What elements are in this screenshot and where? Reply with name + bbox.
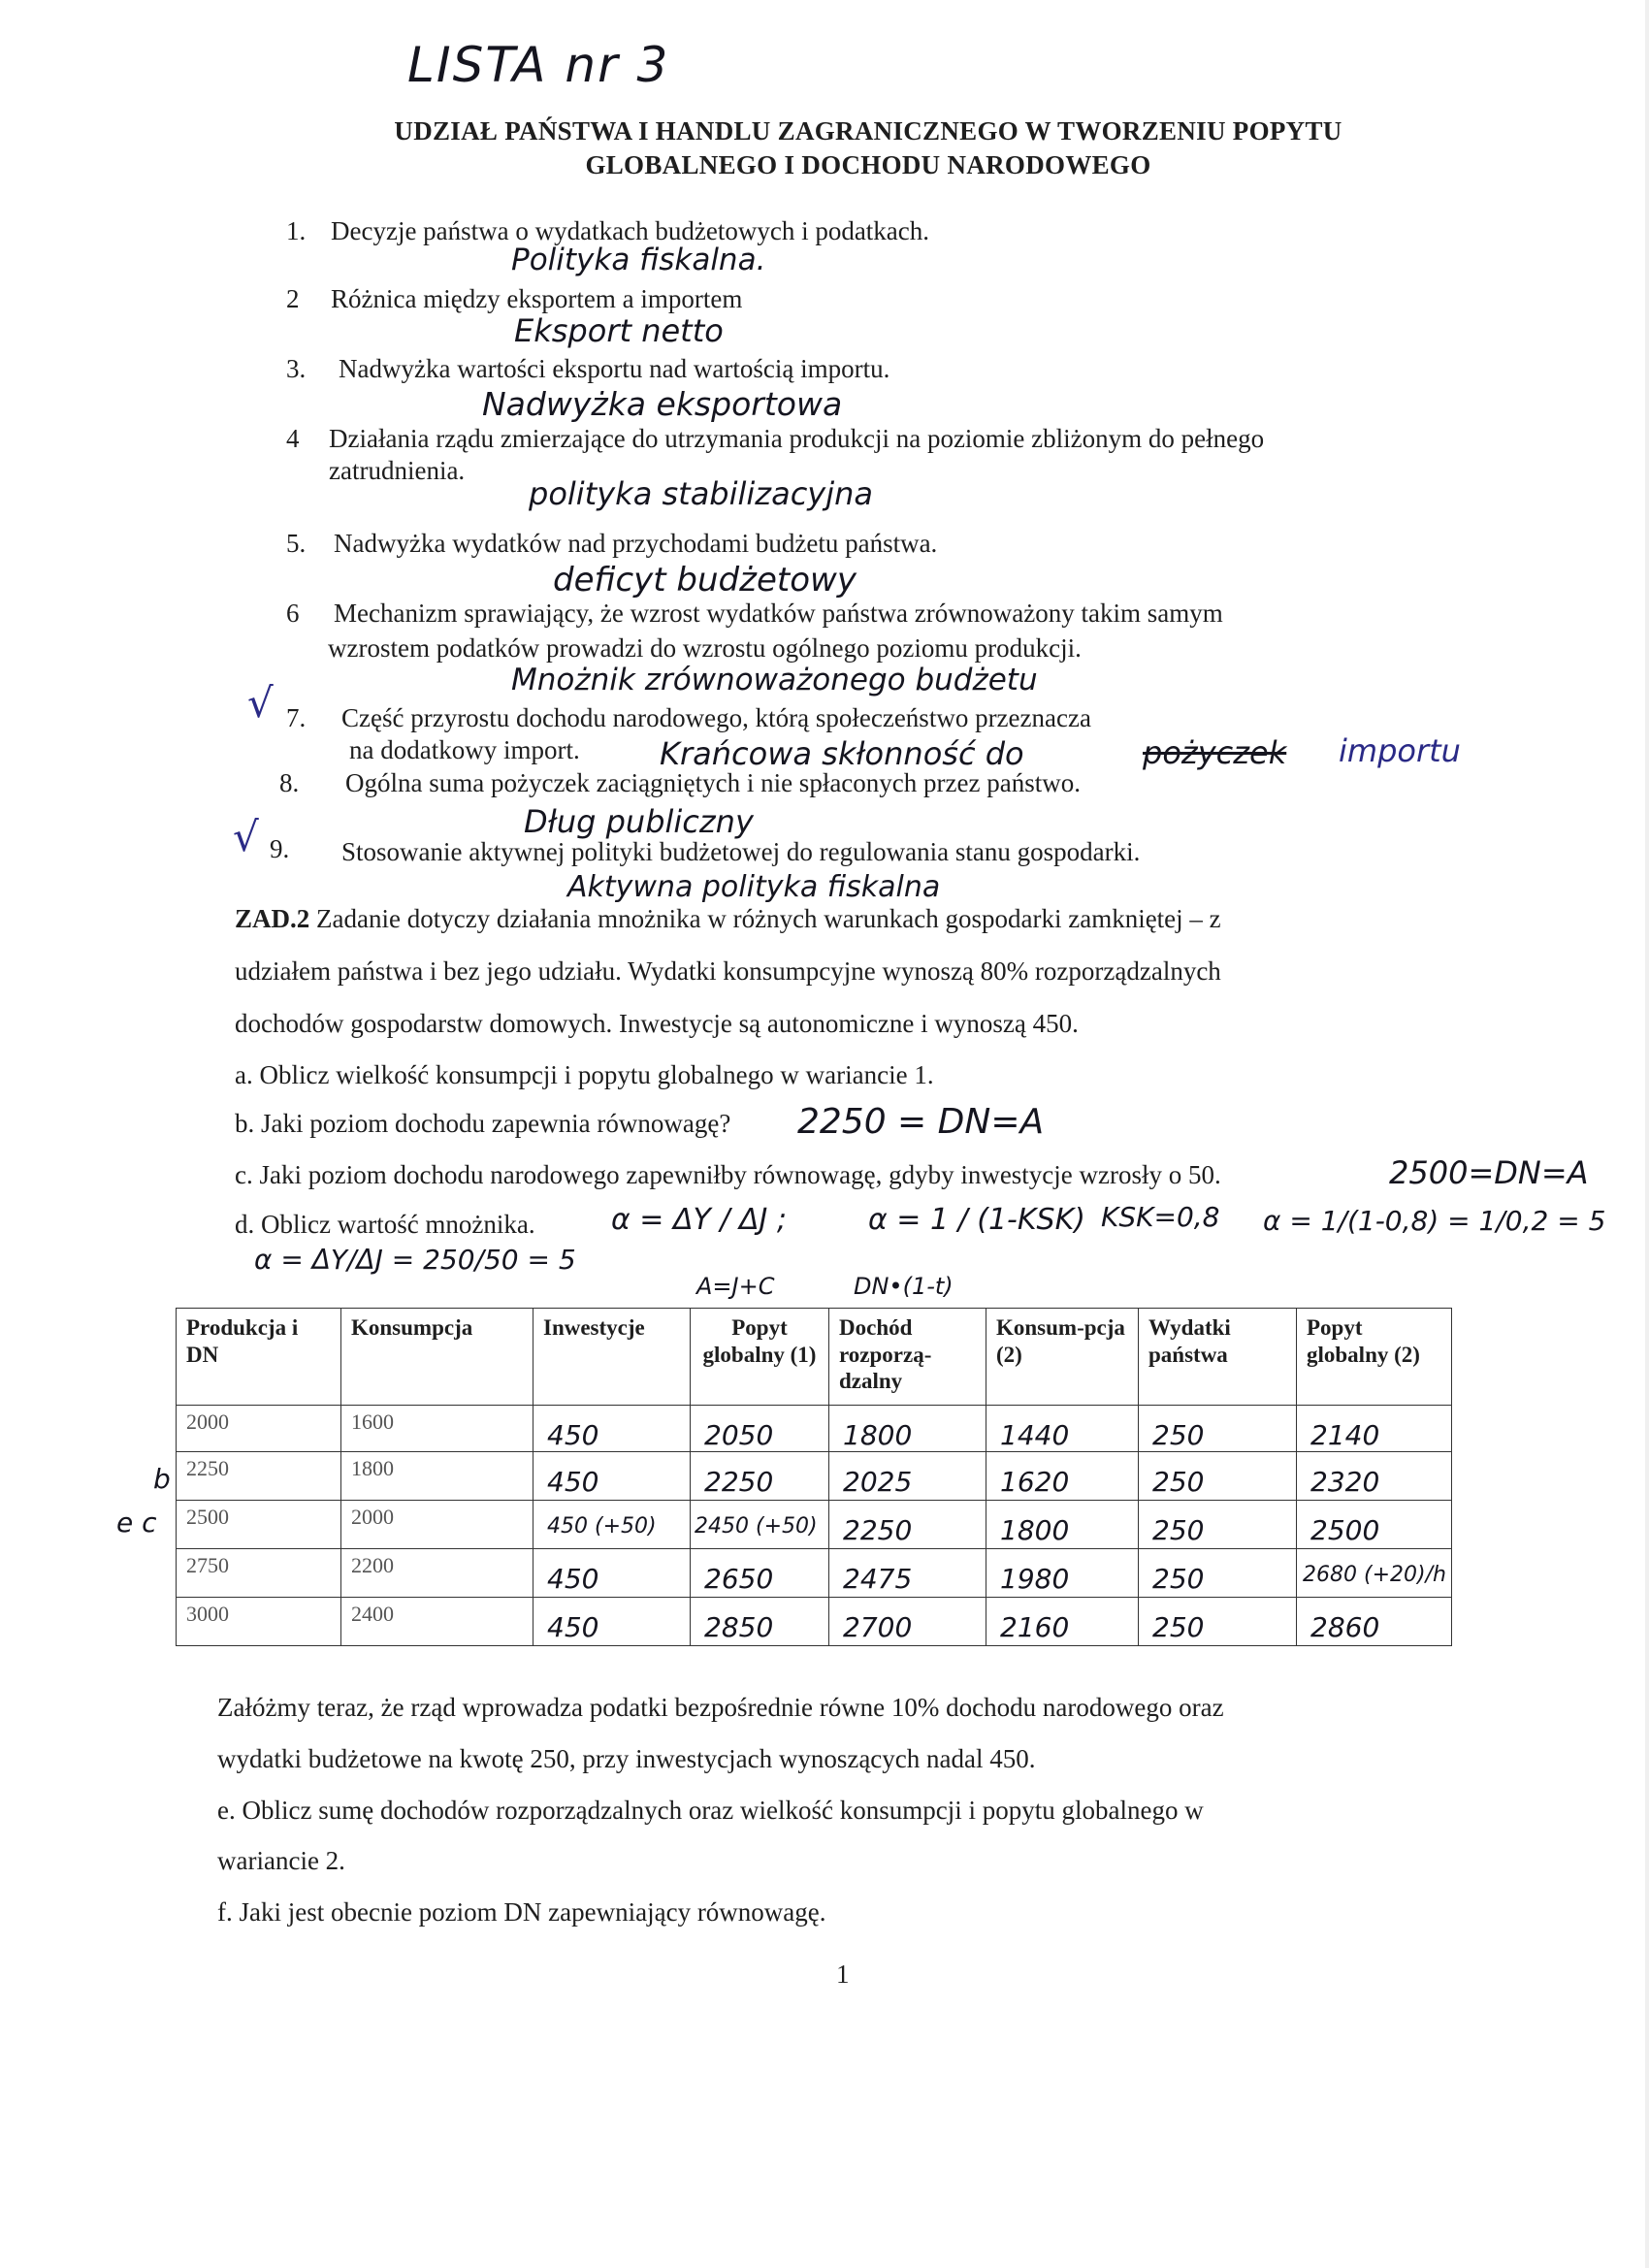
column-header: Wydatki państwa (1139, 1309, 1297, 1406)
zad2-answer-b: 2250 = DN=A (797, 1102, 1045, 1142)
item-text-continued: zatrudnienia. (329, 456, 466, 485)
zad2-intro-line1 (235, 904, 1221, 934)
zad2-question-b: b. Jaki poziom dochodu zapewnia równowagę? (235, 1109, 731, 1138)
item-number: 4 (286, 424, 300, 453)
item-number: 1. (286, 216, 307, 245)
page-title-line1: UDZIAŁ PAŃSTWA I HANDLU ZAGRANICZNEGO W TWORZENIU POPYTU (394, 116, 1342, 146)
table-row (177, 1598, 1452, 1646)
table-header-row (177, 1309, 1452, 1406)
cell-konsumpcja: 2000 (341, 1501, 534, 1549)
column-header: Inwestycje (534, 1309, 691, 1406)
cell-konsumpcja: 2400 (341, 1598, 534, 1646)
cell-dochod-rozp: 2250 (829, 1501, 986, 1549)
cell-popyt-1: 2450 (+50) (691, 1501, 829, 1549)
cell-konsumpcja-2: 1800 (986, 1501, 1139, 1549)
cell-dn: 3000 (177, 1598, 341, 1646)
cell-konsumpcja-2: 2160 (986, 1598, 1139, 1646)
item-answer: Dług publiczny (524, 803, 754, 840)
item-answer-blue: importu (1339, 732, 1461, 769)
item-text: Nadwyżka wydatków nad przychodami budżetu państwa. (334, 529, 938, 558)
cell-inwestycje: 450 (534, 1452, 691, 1501)
column-header: Popyt globalny (1) (691, 1309, 829, 1406)
note-above-table-1: A=J+C (696, 1273, 775, 1300)
cell-konsumpcja: 1600 (341, 1406, 534, 1452)
item-answer: Nadwyżka eksportowa (482, 385, 843, 423)
item-text: Różnica między eksportem a importem (331, 284, 743, 313)
cell-popyt-1: 2850 (691, 1598, 829, 1646)
cell-popyt-2: 2860 (1297, 1598, 1452, 1646)
cell-dn: 2250 (177, 1452, 341, 1501)
checkmark-icon: √ (247, 679, 274, 727)
side-mark-ec: e c (116, 1507, 157, 1539)
cell-popyt-2: 2320 (1297, 1452, 1452, 1501)
cell-konsumpcja-2: 1980 (986, 1549, 1139, 1598)
item-answer: Eksport netto (514, 312, 724, 349)
zad2-question-e-line1: e. Oblicz sumę dochodów rozporządzalnych oraz wielkość konsumpcji i popytu globalnego w (217, 1796, 1204, 1825)
item-number: 9. (270, 834, 290, 863)
zad2-intro-text: Zadanie dotyczy działania mnożnika w różnych warunkach gospodarki zamkniętej – z (309, 904, 1221, 933)
cell-dochod-rozp: 2025 (829, 1452, 986, 1501)
item-text-continued: na dodatkowy import. (349, 735, 580, 764)
cell-konsumpcja-2: 1440 (986, 1406, 1139, 1452)
cell-dochod-rozp: 1800 (829, 1406, 986, 1452)
zad2-label: ZAD.2 (235, 904, 310, 933)
item-answer: Krańcowa skłonność do (660, 735, 1024, 772)
item-answer: Polityka fiskalna. (511, 243, 766, 277)
item-answer: polityka stabilizacyjna (529, 475, 873, 512)
item-answer: Mnożnik zrównoważonego budżetu (511, 663, 1038, 697)
item-text: Ogólna suma pożyczek zaciągniętych i nie spłaconych przez państwo. (345, 768, 1081, 797)
zad2-question-a: a. Oblicz wielkość konsumpcji i popytu globalnego w wariancie 1. (235, 1060, 934, 1089)
cell-wydatki: 250 (1139, 1452, 1297, 1501)
table-row (177, 1501, 1452, 1549)
table-row (177, 1406, 1452, 1452)
data-table (176, 1308, 1452, 1646)
item-text-continued: wzrostem podatków prowadzi do wzrostu ogólnego poziomu produkcji. (328, 633, 1082, 663)
cell-popyt-1: 2650 (691, 1549, 829, 1598)
multiplier-formula-2: α = 1 / (1-KSK) (868, 1203, 1085, 1237)
multiplier-formula-1: α = ΔY / ΔJ ; (611, 1203, 788, 1237)
side-mark-b: b (153, 1463, 171, 1495)
zad2-question-d: d. Oblicz wartość mnożnika. (235, 1210, 535, 1239)
item-text: Nadwyżka wartości eksportu nad wartością importu. (339, 354, 890, 383)
column-header: Dochód rozporzą-dzalny (829, 1309, 986, 1406)
item-number: 2 (286, 284, 300, 313)
item-number: 5. (286, 529, 307, 558)
handwritten-title: LISTA nr 3 (407, 37, 670, 93)
checkmark-icon: √ (233, 813, 259, 860)
page-title-line2: GLOBALNEGO I DOCHODU NARODOWEGO (585, 150, 1151, 179)
assumption-line1: Załóżmy teraz, że rząd wprowadza podatki bezpośrednie równe 10% dochodu narodowego oraz (217, 1693, 1224, 1722)
multiplier-result: α = 1/(1-0,8) = 1/0,2 = 5 (1263, 1205, 1606, 1237)
item-text: Mechanizm sprawiający, że wzrost wydatków państwa zrównoważony takim samym (334, 599, 1223, 628)
scan-edge (1645, 0, 1649, 2268)
cell-popyt-2: 2500 (1297, 1501, 1452, 1549)
multiplier-calculation: α = ΔY/ΔJ = 250/50 = 5 (254, 1244, 576, 1276)
item-number: 6 (286, 599, 300, 628)
cell-inwestycje: 450 (534, 1598, 691, 1646)
zad2-question-e-line2: wariancie 2. (217, 1846, 345, 1875)
table-row (177, 1549, 1452, 1598)
item-number: 3. (286, 354, 307, 383)
cell-popyt-1: 2050 (691, 1406, 829, 1452)
cell-inwestycje: 450 (534, 1406, 691, 1452)
cell-inwestycje: 450 (+50) (534, 1501, 691, 1549)
item-text: Część przyrostu dochodu narodowego, którą społeczeństwo przeznacza (341, 703, 1091, 732)
cell-popyt-2: 2140 (1297, 1406, 1452, 1452)
cell-konsumpcja-2: 1620 (986, 1452, 1139, 1501)
zad2-intro-line2: udziałem państwa i bez jego udziału. Wydatki konsumpcyjne wynoszą 80% rozporządzalnych (235, 956, 1221, 986)
cell-wydatki: 250 (1139, 1598, 1297, 1646)
column-header: Popyt globalny (2) (1297, 1309, 1452, 1406)
item-answer-strikethrough: pożyczek (1143, 734, 1287, 771)
note-above-table-2: DN•(1-t) (854, 1273, 954, 1300)
cell-konsumpcja: 2200 (341, 1549, 534, 1598)
cell-popyt-2: 2680 (+20)/h (1297, 1549, 1452, 1598)
item-number: 8. (279, 768, 300, 797)
item-text: Działania rządu zmierzające do utrzymania produkcji na poziomie zbliżonym do pełnego (329, 424, 1265, 453)
cell-dochod-rozp: 2475 (829, 1549, 986, 1598)
cell-popyt-1: 2250 (691, 1452, 829, 1501)
item-text: Decyzje państwa o wydatkach budżetowych i podatkach. (331, 216, 930, 245)
assumption-line2: wydatki budżetowe na kwotę 250, przy inwestycjach wynoszących nadal 450. (217, 1744, 1036, 1773)
cell-wydatki: 250 (1139, 1549, 1297, 1598)
column-header: Produkcja i DN (177, 1309, 341, 1406)
zad2-intro-line3: dochodów gospodarstw domowych. Inwestycje są autonomiczne i wynoszą 450. (235, 1009, 1079, 1038)
cell-dn: 2500 (177, 1501, 341, 1549)
cell-dochod-rozp: 2700 (829, 1598, 986, 1646)
table-row (177, 1452, 1452, 1501)
zad2-answer-c: 2500=DN=A (1389, 1154, 1589, 1191)
column-header: Konsumpcja (341, 1309, 534, 1406)
column-header: Konsum-pcja (2) (986, 1309, 1139, 1406)
item-answer: deficyt budżetowy (553, 561, 857, 599)
cell-dn: 2750 (177, 1549, 341, 1598)
item-number: 7. (286, 703, 307, 732)
cell-dn: 2000 (177, 1406, 341, 1452)
cell-wydatki: 250 (1139, 1501, 1297, 1549)
zad2-question-c: c. Jaki poziom dochodu narodowego zapewniłby równowagę, gdyby inwestycje wzrosły o 50. (235, 1160, 1221, 1189)
ksk-value: KSK=0,8 (1101, 1201, 1220, 1233)
zad2-question-f: f. Jaki jest obecnie poziom DN zapewniający równowagę. (217, 1897, 826, 1927)
item-answer: Aktywna polityka fiskalna (567, 870, 941, 904)
page-number: 1 (836, 1960, 850, 1989)
cell-inwestycje: 450 (534, 1549, 691, 1598)
item-text: Stosowanie aktywnej polityki budżetowej do regulowania stanu gospodarki. (341, 837, 1141, 866)
cell-wydatki: 250 (1139, 1406, 1297, 1452)
cell-konsumpcja: 1800 (341, 1452, 534, 1501)
